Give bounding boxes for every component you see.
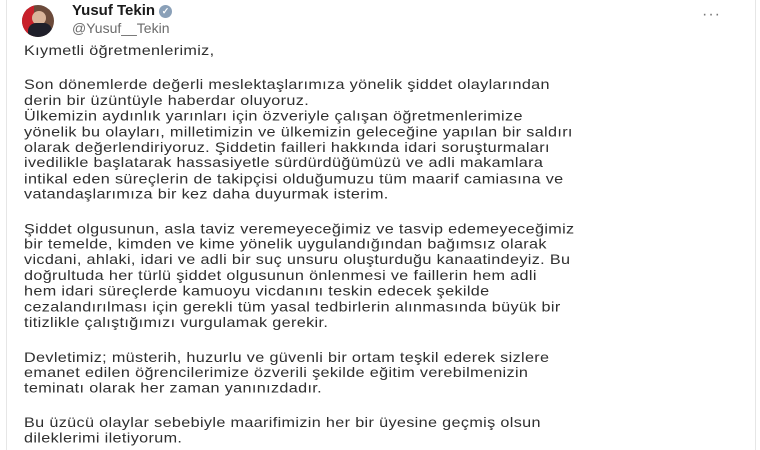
text-line: vicdani, ahlaki, idari ve adli bir suç unsuru oluşturduğu kanaatindeyiz. Bu (24, 252, 571, 268)
text-line: dileklerimi iletiyorum. (24, 430, 183, 447)
greeting: Kıymetli öğretmenlerimiz, (24, 43, 215, 59)
author-name[interactable]: Yusuf Tekin ✓ (72, 2, 172, 19)
author-handle[interactable]: @Yusuf__Tekin (72, 20, 170, 36)
paragraph (24, 77, 760, 202)
avatar[interactable] (22, 5, 54, 37)
text-line: derin bir üzüntüyle haberdar oluyoruz. (24, 92, 310, 109)
paragraph (24, 349, 760, 396)
text-line: Ülkemizin aydınlık yarınları için özveriyle çalışan öğretmenlerimize (24, 108, 523, 124)
text-line: Devletimiz; müsterih, huzurlu ve güvenli bir ortam teşkil ederek sizlere (24, 349, 550, 365)
text-line: Bu üzücü olaylar sebebiyle maarifimizin her bir üyesine geçmiş olsun (24, 415, 541, 431)
more-options-icon[interactable]: ··· (702, 6, 721, 23)
text-line: yönelik bu olayları, milletimizin ve ülkemizin geleceğine yapılan bir saldırı (24, 124, 573, 140)
text-line: intikal eden süreçlerin de takipçisi olduğumuzu tüm maarif camiasına ve (24, 171, 564, 187)
paragraph (24, 415, 760, 446)
text-line: emanet edilen öğrencilerimize özverili şekilde eğitim verebilmenizin (24, 365, 529, 381)
text-line: vatandaşlarımıza bir kez daha duyurmak isterim. (24, 186, 389, 203)
text-line: cezalandırılması için gerekli tüm yasal tedbirlerin alınmasında büyük bir (24, 299, 561, 315)
text-line: hem idari süreçlerde kamuoyu vicdanını teskin edecek şekilde (24, 283, 490, 300)
text-line: Şiddet olgusunun, asla taviz veremeyeceğimiz ve tasvip edemeyeceğimiz (24, 221, 575, 237)
text-line: olarak değerlendiriyoruz. Şiddetin failleri hakkında idari soruşturmaları (24, 139, 550, 156)
text-line: doğrultuda her türlü şiddet olgusunun önlenmesi ve faillerin hem adli (24, 268, 537, 284)
text-line: ivedilikle başlatarak hassasiyetle sürdürdüğümüzü ve adli makamlara (24, 155, 544, 171)
text-line: teminatı olarak her zaman yanınızdadır. (24, 380, 322, 397)
text-line: Son dönemlerde değerli meslektaşlarımıza yönelik şiddet olaylarından (24, 77, 550, 93)
text-line: bir temelde, kimden ve kime yönelik uygulandığından bağımsız olarak (24, 236, 547, 253)
paragraph (24, 221, 760, 331)
text-line: titizlikle çalıştığımızı vurgulamak gerekir. (24, 315, 329, 331)
tweet-text (24, 43, 760, 446)
verified-badge-icon: ✓ (159, 5, 172, 18)
